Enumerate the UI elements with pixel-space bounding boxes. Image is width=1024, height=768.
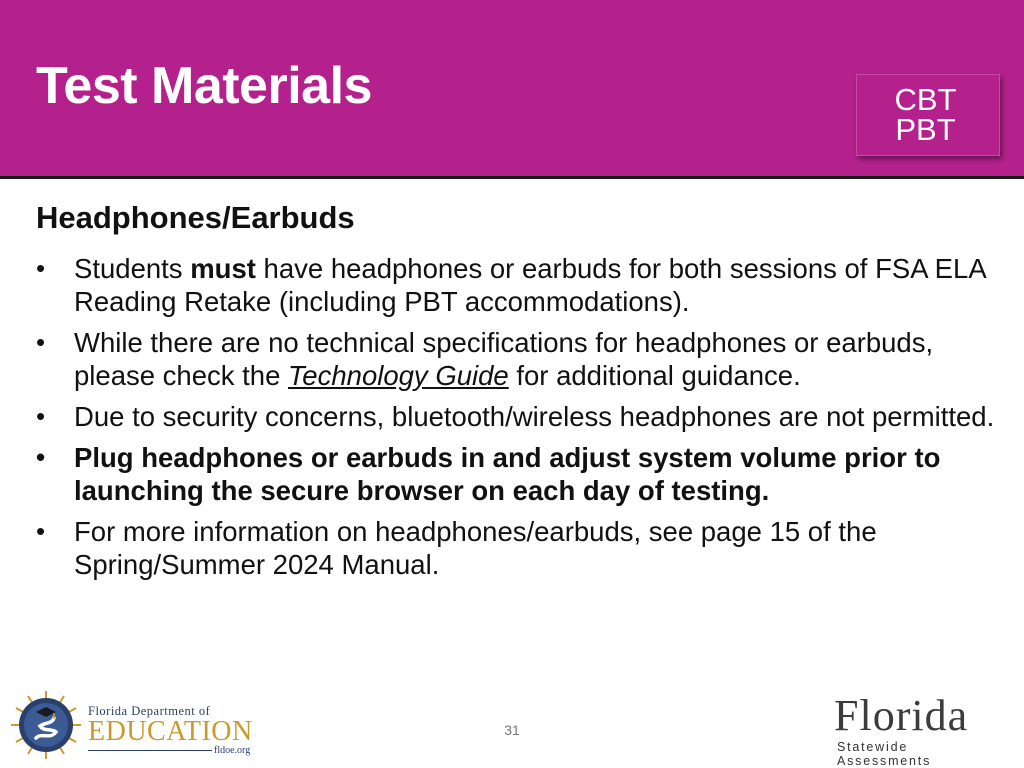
bullet-icon: • [36,442,46,472]
bullet-icon: • [36,516,46,546]
bullet-text: While there are no technical specifications for headphones or earbuds, please check the [74,327,934,391]
florida-statewide-assessments-logo [834,691,1000,768]
test-mode-badge [856,74,1000,156]
section-heading: Headphones/Earbuds [36,200,355,235]
bullet-icon: • [36,401,46,431]
page-number: 31 [504,722,520,738]
bullet-icon: • [36,327,46,357]
bullet-item-must-have-headphones [36,252,996,318]
bullet-icon: • [36,253,46,283]
fldoe-logo-line2: EDUCATION [88,716,253,747]
emphasis-must: must [190,253,256,284]
bullet-text: Plug headphones or earbuds in and adjust system volume prior to launching the secure browser on each day of testing. [74,442,941,506]
badge-pbt: PBT [895,112,956,147]
bullet-item-no-wireless [36,400,996,433]
bullet-text: Due to security concerns, bluetooth/wireless headphones are not permitted. [74,401,995,432]
bullet-text: Students [74,253,191,284]
bullet-item-more-information [36,515,996,581]
technology-guide-link[interactable]: Technology Guide [288,360,509,391]
bullet-list [36,252,996,589]
fsa-logo-word: Florida [834,691,969,740]
bullet-item-plug-in-before-launch [36,441,996,507]
bullet-text: for additional guidance. [508,360,801,391]
badge-cbt: CBT [894,82,957,117]
fldoe-logo-url: fldoe.org [214,745,251,756]
fldoe-logo-line1: Florida Department of [88,704,211,718]
title-bar-divider [0,176,1024,179]
bullet-item-technology-guide [36,326,996,392]
slide-title: Test Materials [36,57,372,115]
fsa-logo-subtitle: Statewide Assessments [837,740,932,768]
bullet-text: have headphones or earbuds for both sessions of FSA ELA Reading Retake (including PBT accommodations). [74,253,986,317]
fldoe-logo-rule [88,750,212,751]
bullet-text: For more information on headphones/earbuds, see page 15 of the Spring/Summer 2024 Manual. [74,516,877,580]
